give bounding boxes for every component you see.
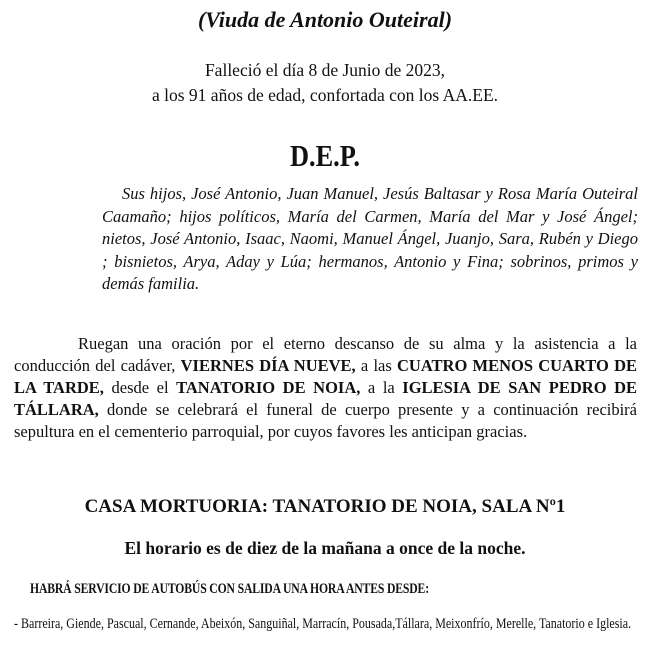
widow-subtitle: (Viuda de Antonio Outeiral) bbox=[197, 7, 453, 32]
church-name: IGLESIA DE SAN PEDRO DE TÁLLARA, bbox=[14, 378, 638, 419]
death-announcement bbox=[0, 58, 650, 108]
bus-stops-list: - Barreira, Giende, Pascual, Cernande, Abeixón, Sanguiñal, Marracín, Pousada,Tállara, Meixonfrío, Merelle, Tanatorio e Iglesia. bbox=[14, 616, 632, 632]
funeral-day: VIERNES DÍA NUEVE, bbox=[180, 356, 356, 375]
death-age-line: a los 91 años de edad, confortada con los AA.EE. bbox=[151, 85, 499, 105]
family-paragraph: Sus hijos, José Antonio, Juan Manuel, Jesús Baltasar y Rosa María Outeiral Caamaño; hijos políticos, María del Carmen, María del Mar y José Ángel; nietos, José Antonio, Isaac, Naomi, Manuel Ángel, Juanjo, Sara, Rubén y Diego ; bisnietos, Arya, Aday y Lúa; hermanos, Antonio y Fina; sobrinos, primos y demás familia. bbox=[102, 184, 638, 293]
departure-place: TANATORIO DE NOIA, bbox=[176, 378, 361, 397]
mortuary-heading: CASA MORTUORIA: TANATORIO DE NOIA, SALA Nº1 bbox=[84, 496, 566, 517]
death-date-line: Falleció el día 8 de Junio de 2023, bbox=[204, 60, 446, 80]
request-text-1: Ruegan una oración por el eterno descanso de su alma y la asistencia a la conducción del cadáver, bbox=[14, 334, 637, 375]
request-text-5: donde se celebrará el funeral de cuerpo presente y a continuación recibirá sepultura en el cementerio parroquial, por cuyos favores les anticipan gracias. bbox=[14, 400, 637, 441]
bus-service-heading: HABRÁ SERVICIO DE AUTOBÚS CON SALIDA UNA HORA ANTES DESDE: bbox=[30, 581, 429, 597]
dep-heading: D.E.P. bbox=[289, 138, 361, 173]
prayer-request-paragraph bbox=[14, 333, 637, 443]
visiting-hours: El horario es de diez de la mañana a once de la noche. bbox=[124, 538, 526, 558]
request-text-2: a las bbox=[355, 356, 397, 375]
request-text-3: desde el bbox=[103, 378, 177, 397]
funeral-time: CUATRO MENOS CUARTO DE LA TARDE, bbox=[14, 356, 637, 397]
request-text-4: a la bbox=[360, 378, 403, 397]
